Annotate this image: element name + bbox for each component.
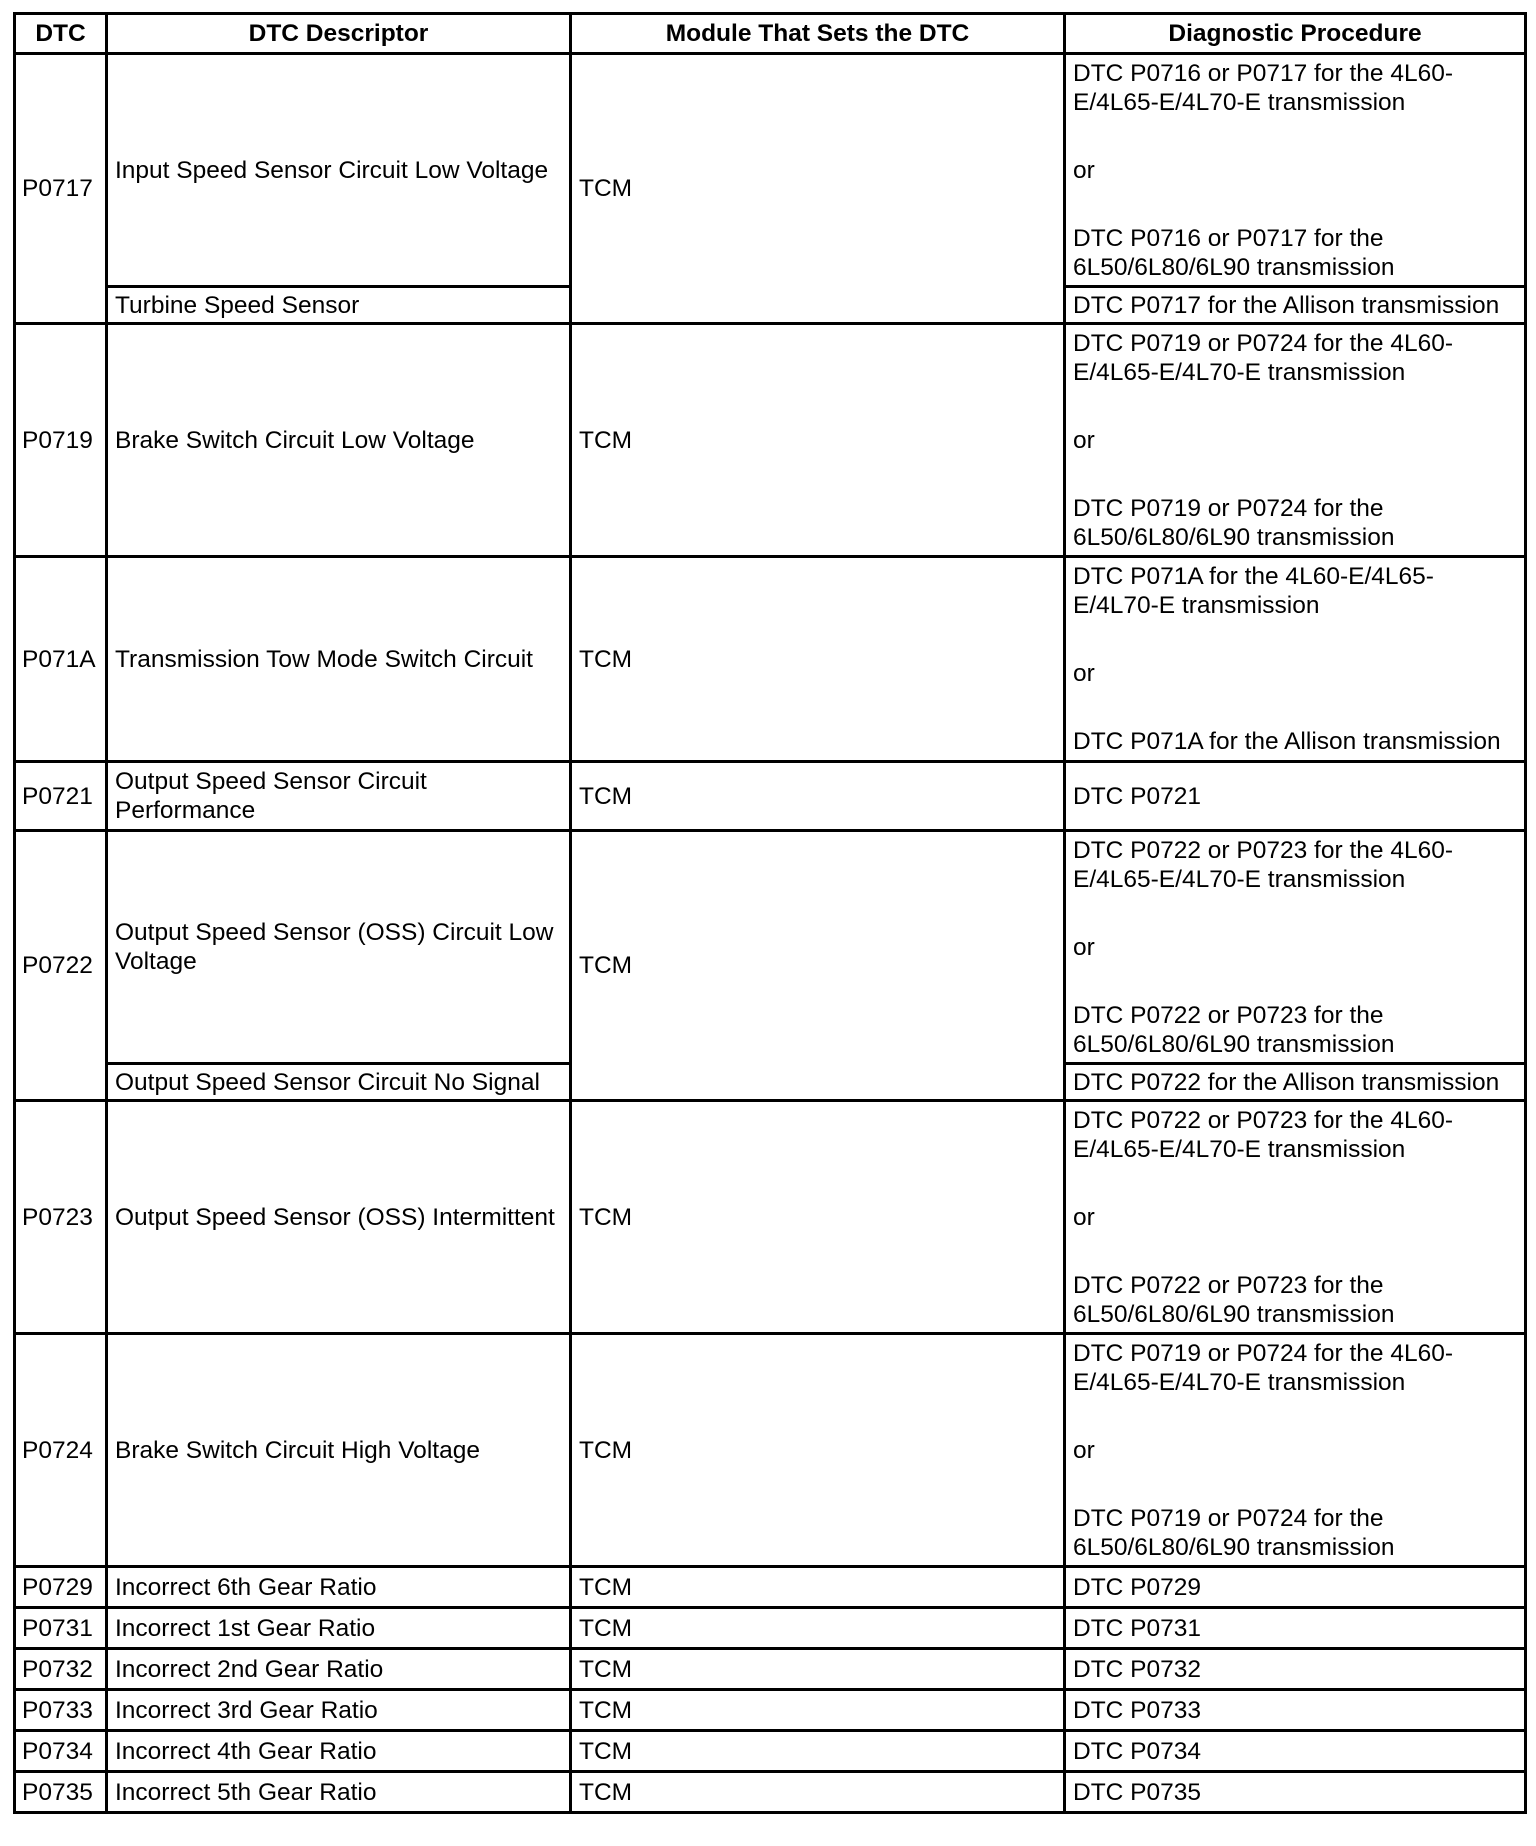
table-row <box>15 1690 1526 1731</box>
procedure-or: or <box>1073 1436 1095 1464</box>
procedure-text: DTC P0722 or P0723 for the 6L50/6L80/6L90 transmission <box>1073 1001 1395 1058</box>
dtc-code: P0731 <box>15 1608 107 1649</box>
header-row <box>15 14 1526 54</box>
procedure-text: DTC P0719 or P0724 for the 4L60-E/4L65-E/4L70-E transmission <box>1073 1339 1453 1396</box>
procedure-or: or <box>1073 426 1095 454</box>
procedure-or: or <box>1073 156 1095 184</box>
dtc-table <box>13 12 1527 1814</box>
diagnostic-procedure <box>1065 1731 1526 1772</box>
diagnostic-procedure <box>1065 762 1526 831</box>
procedure-text: DTC P0733 <box>1073 1696 1202 1724</box>
procedure-or: or <box>1073 1203 1095 1231</box>
dtc-descriptor: Output Speed Sensor Circuit No Signal <box>107 1064 571 1101</box>
dtc-descriptor: Incorrect 2nd Gear Ratio <box>107 1649 571 1690</box>
table-row <box>15 54 1526 287</box>
procedure-text: DTC P0716 or P0717 for the 4L60-E/4L65-E/4L70-E transmission <box>1073 59 1453 116</box>
procedure-text: DTC P0717 for the Allison transmission <box>1073 291 1500 319</box>
dtc-descriptor: Incorrect 3rd Gear Ratio <box>107 1690 571 1731</box>
dtc-descriptor: Incorrect 5th Gear Ratio <box>107 1772 571 1813</box>
dtc-descriptor: Incorrect 4th Gear Ratio <box>107 1731 571 1772</box>
module: TCM <box>571 762 1065 831</box>
module: TCM <box>571 557 1065 762</box>
diagnostic-procedure <box>1065 1608 1526 1649</box>
dtc-code: P0723 <box>15 1101 107 1334</box>
table-row <box>15 1608 1526 1649</box>
header-diagnostic-procedure: Diagnostic Procedure <box>1065 14 1526 54</box>
diagnostic-procedure <box>1065 324 1526 557</box>
dtc-code: P0724 <box>15 1334 107 1567</box>
dtc-descriptor: Transmission Tow Mode Switch Circuit <box>107 557 571 762</box>
module: TCM <box>571 1567 1065 1608</box>
procedure-or: or <box>1073 933 1095 961</box>
diagnostic-procedure <box>1065 1101 1526 1334</box>
table-row <box>15 1649 1526 1690</box>
procedure-text: DTC P0722 or P0723 for the 4L60-E/4L65-E/4L70-E transmission <box>1073 1106 1453 1163</box>
dtc-descriptor: Output Speed Sensor (OSS) Circuit Low Voltage <box>107 831 571 1064</box>
module: TCM <box>571 1690 1065 1731</box>
table-row <box>15 1731 1526 1772</box>
dtc-descriptor: Incorrect 1st Gear Ratio <box>107 1608 571 1649</box>
dtc-code: P0733 <box>15 1690 107 1731</box>
module: TCM <box>571 1772 1065 1813</box>
procedure-text: DTC P0722 or P0723 for the 4L60-E/4L65-E/4L70-E transmission <box>1073 836 1453 893</box>
procedure-text: DTC P0731 <box>1073 1614 1202 1642</box>
diagnostic-procedure <box>1065 831 1526 1064</box>
procedure-text: DTC P0719 or P0724 for the 6L50/6L80/6L90 transmission <box>1073 494 1395 551</box>
procedure-text: DTC P071A for the Allison transmission <box>1073 728 1501 755</box>
table-row <box>15 557 1526 762</box>
dtc-descriptor: Output Speed Sensor (OSS) Intermittent <box>107 1101 571 1334</box>
dtc-code: P0735 <box>15 1772 107 1813</box>
header-dtc-descriptor: DTC Descriptor <box>107 14 571 54</box>
dtc-code: P0732 <box>15 1649 107 1690</box>
procedure-text: DTC P071A for the 4L60-E/4L65-E/4L70-E transmission <box>1073 563 1434 619</box>
dtc-code: P0719 <box>15 324 107 557</box>
procedure-text: DTC P0732 <box>1073 1655 1202 1683</box>
table-row <box>15 1772 1526 1813</box>
diagnostic-procedure <box>1065 54 1526 287</box>
procedure-text: DTC P0719 or P0724 for the 4L60-E/4L65-E/4L70-E transmission <box>1073 329 1453 386</box>
dtc-code: P0734 <box>15 1731 107 1772</box>
diagnostic-procedure <box>1065 1649 1526 1690</box>
module: TCM <box>571 1101 1065 1334</box>
diagnostic-procedure <box>1065 287 1526 324</box>
diagnostic-procedure <box>1065 557 1526 762</box>
table-row <box>15 1101 1526 1334</box>
table-row <box>15 1334 1526 1567</box>
dtc-descriptor: Output Speed Sensor Circuit Performance <box>107 762 571 831</box>
diagnostic-procedure <box>1065 1690 1526 1731</box>
procedure-text: DTC P0735 <box>1073 1778 1202 1806</box>
table-row <box>15 1567 1526 1608</box>
module: TCM <box>571 1334 1065 1567</box>
procedure-text: DTC P0722 for the Allison transmission <box>1073 1068 1500 1096</box>
procedure-text: DTC P0734 <box>1073 1737 1202 1765</box>
dtc-descriptor: Turbine Speed Sensor <box>107 287 571 324</box>
diagnostic-procedure <box>1065 1334 1526 1567</box>
module: TCM <box>571 1608 1065 1649</box>
dtc-code: P0729 <box>15 1567 107 1608</box>
module: TCM <box>571 54 1065 324</box>
dtc-code: P071A <box>15 557 107 762</box>
dtc-descriptor: Brake Switch Circuit High Voltage <box>107 1334 571 1567</box>
dtc-descriptor: Incorrect 6th Gear Ratio <box>107 1567 571 1608</box>
dtc-code: P0717 <box>15 54 107 324</box>
diagnostic-procedure <box>1065 1567 1526 1608</box>
module: TCM <box>571 831 1065 1101</box>
header-module: Module That Sets the DTC <box>571 14 1065 54</box>
dtc-descriptor: Brake Switch Circuit Low Voltage <box>107 324 571 557</box>
procedure-text: DTC P0729 <box>1073 1573 1202 1601</box>
procedure-text: DTC P0721 <box>1073 782 1202 810</box>
dtc-descriptor: Input Speed Sensor Circuit Low Voltage <box>107 54 571 287</box>
procedure-text: DTC P0716 or P0717 for the 6L50/6L80/6L90 transmission <box>1073 224 1395 281</box>
table-row <box>15 831 1526 1064</box>
module: TCM <box>571 1731 1065 1772</box>
procedure-or: or <box>1073 660 1095 687</box>
procedure-text: DTC P0722 or P0723 for the 6L50/6L80/6L90 transmission <box>1073 1271 1395 1328</box>
procedure-text: DTC P0719 or P0724 for the 6L50/6L80/6L90 transmission <box>1073 1504 1395 1561</box>
header-dtc: DTC <box>15 14 107 54</box>
module: TCM <box>571 1649 1065 1690</box>
diagnostic-procedure <box>1065 1064 1526 1101</box>
module: TCM <box>571 324 1065 557</box>
table-row <box>15 324 1526 557</box>
dtc-code: P0722 <box>15 831 107 1101</box>
dtc-code: P0721 <box>15 762 107 831</box>
diagnostic-procedure <box>1065 1772 1526 1813</box>
table-row <box>15 762 1526 831</box>
